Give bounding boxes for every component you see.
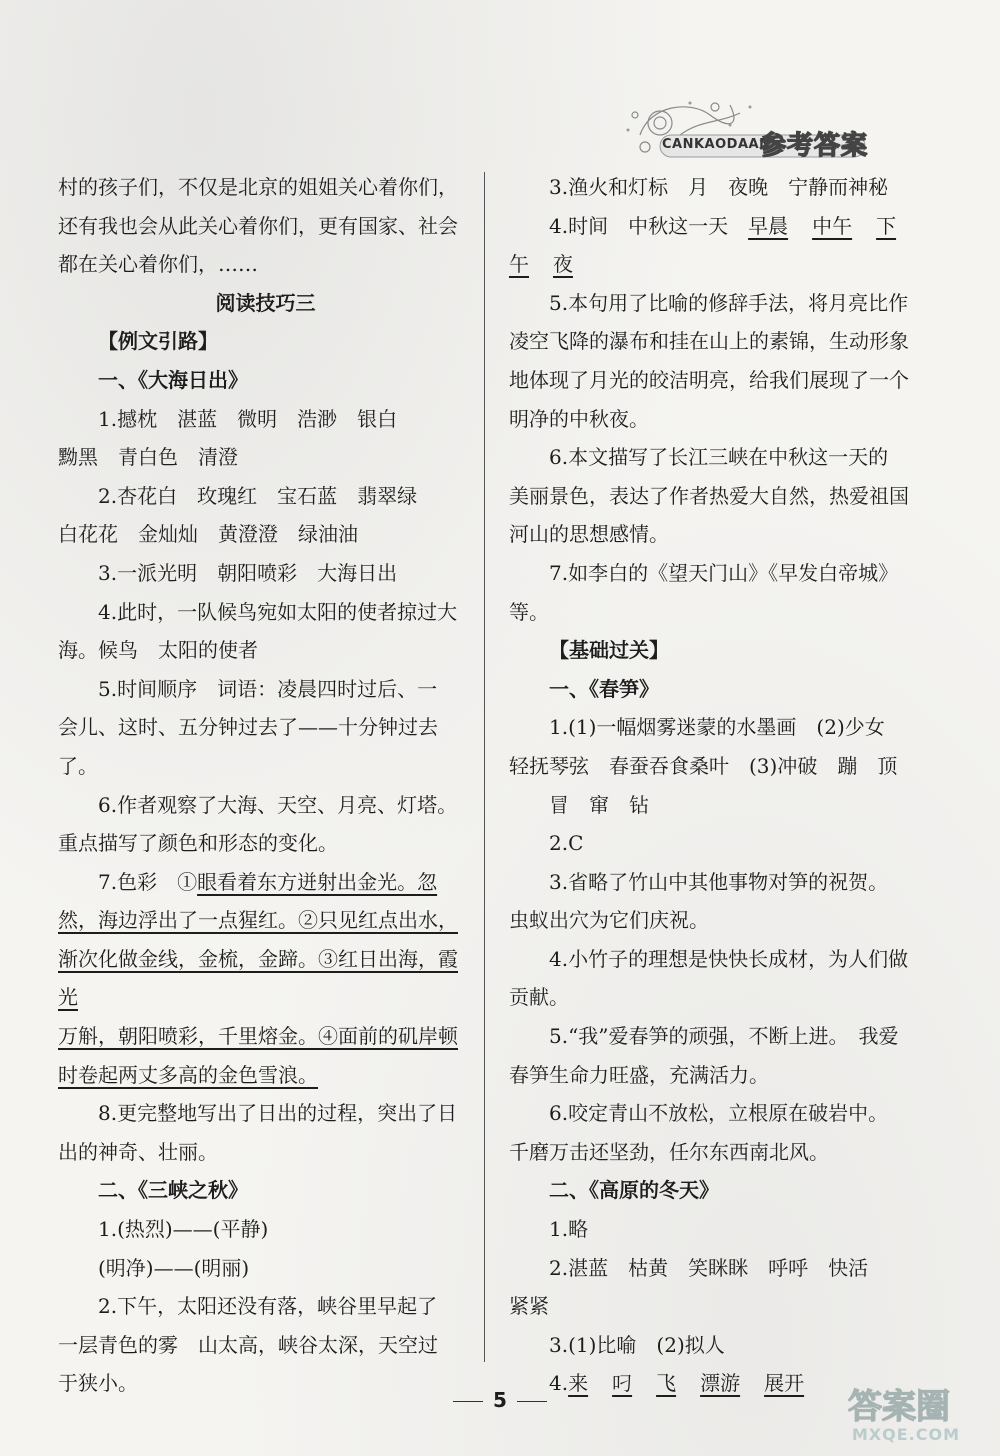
subsection-title: 一、《春笋》 bbox=[549, 676, 659, 701]
text-line: 7.如李白的《望天门山》《早发白帝城》等。 bbox=[509, 560, 899, 624]
text-line: 2.下午，太阳还没有落，峡谷里早起了 bbox=[98, 1294, 438, 1319]
subsection-title: 一、《大海日出》 bbox=[98, 367, 248, 392]
text-line: 海。候鸟 太阳的使者 bbox=[58, 638, 258, 663]
section-label: 【基础过关】 bbox=[549, 638, 669, 663]
watermark bbox=[820, 1388, 990, 1448]
text-line: 凌空飞降的瀑布和挂在山上的素锦，生动形象 bbox=[509, 329, 909, 354]
underlined-text: 午 bbox=[509, 252, 529, 277]
brand-cn-text: 参考答案 bbox=[760, 131, 869, 161]
text-line: 会儿、这时、五分钟过去了——十分钟过去 bbox=[58, 715, 438, 740]
column-divider bbox=[484, 172, 485, 1362]
left-column bbox=[58, 168, 473, 1403]
brand-latin-text: CANKAODAAN bbox=[662, 137, 771, 152]
text-line: 地体现了月光的皎洁明亮，给我们展现了一个 bbox=[509, 367, 909, 392]
underlined-text: 中午 bbox=[812, 213, 853, 238]
right-column bbox=[509, 168, 924, 1403]
text-line bbox=[58, 1056, 473, 1095]
text-line: 3.一派光明 朝阳喷彩 大海日出 bbox=[98, 560, 398, 585]
text-span: 4.时间 中秋这一天 bbox=[549, 213, 749, 238]
text-line: 出的神奇、壮丽。 bbox=[58, 1139, 218, 1164]
text-line: 2.湛蓝 枯黄 笑眯眯 呼呼 快活 bbox=[549, 1255, 869, 1280]
underlined-text: 展开 bbox=[764, 1371, 805, 1396]
underlined-text: 渐次化做金线，金梳，金蹄。③红日出海，霞光 bbox=[58, 946, 458, 1010]
text-span: 4. bbox=[549, 1371, 569, 1396]
text-line: 春笋生命力旺盛，充满活力。 bbox=[509, 1062, 769, 1087]
text-line: 还有我也会从此关心着你们，更有国家、社会 bbox=[58, 213, 458, 238]
underlined-text: 早晨 bbox=[748, 213, 789, 238]
page-number-text: 5 bbox=[493, 1388, 507, 1412]
text-line: 1.(热烈)——(平静) bbox=[98, 1217, 269, 1242]
text-line: 了。 bbox=[58, 753, 98, 778]
text-line: 6.咬定青山不放松，立根原在破岩中。 bbox=[549, 1101, 889, 1126]
underlined-text: 然，海边浮出了一点猩红。②只见红点出水， bbox=[58, 908, 458, 933]
watermark-logo-text: 答案圈 bbox=[848, 1387, 950, 1427]
text-span: 7.色彩 ① bbox=[98, 869, 198, 894]
text-line: 5.本句用了比喻的修辞手法，将月亮比作 bbox=[549, 290, 909, 315]
text-line: 2.杏花白 玫瑰红 宝石蓝 翡翠绿 bbox=[98, 483, 418, 508]
section-label: 【例文引路】 bbox=[98, 329, 218, 354]
text-line: 村的孩子们，不仅是北京的姐姐关心着你们， bbox=[58, 175, 458, 199]
section-heading: 阅读技巧三 bbox=[215, 290, 316, 315]
text-line: (明净)——(明丽) bbox=[98, 1255, 250, 1280]
text-line: 重点描写了颜色和形态的变化。 bbox=[58, 831, 338, 856]
text-line: 明净的中秋夜。 bbox=[509, 406, 649, 431]
underlined-text: 万斛，朝阳喷彩，千里熔金。④面前的矶岸顿 bbox=[58, 1024, 458, 1049]
underlined-text: 眼看着东方迸射出金光。忽 bbox=[197, 869, 438, 894]
text-line: 5.“我”爱春笋的顽强，不断上进。 我爱 bbox=[549, 1024, 899, 1049]
underlined-text: 飞 bbox=[656, 1371, 677, 1396]
text-line: 冒 窜 钻 bbox=[549, 792, 649, 817]
text-line: 2.C bbox=[549, 831, 584, 856]
text-line bbox=[509, 207, 924, 246]
underlined-text: 夜 bbox=[553, 252, 573, 277]
underlined-text: 来 bbox=[568, 1371, 589, 1396]
underlined-text: 漂游 bbox=[700, 1371, 741, 1396]
text-line: 河山的思想感情。 bbox=[509, 522, 669, 547]
underlined-text: 时卷起两丈多高的金色雪浪。 bbox=[58, 1062, 318, 1087]
text-line: 1.撼枕 湛蓝 微明 浩渺 银白 bbox=[98, 406, 398, 431]
text-line: 美丽景色，表达了作者热爱大自然，热爱祖国 bbox=[509, 483, 909, 508]
text-line: 贡献。 bbox=[509, 985, 569, 1010]
text-line: 于狭小。 bbox=[58, 1371, 138, 1396]
text-line: 白花花 金灿灿 黄澄澄 绿油油 bbox=[58, 522, 358, 547]
header-brand bbox=[620, 95, 880, 165]
text-line: 紧紧 bbox=[509, 1294, 549, 1319]
watermark-url-text: MXQE.COM bbox=[851, 1425, 960, 1444]
text-line: 3.渔火和灯标 月 夜晚 宁静而神秘 bbox=[549, 175, 889, 199]
text-line bbox=[509, 245, 924, 284]
text-line bbox=[58, 863, 473, 902]
text-line: 6.本文描写了长江三峡在中秋这一天的 bbox=[549, 445, 889, 470]
text-line: 4.小竹子的理想是快快长成材，为人们做 bbox=[549, 946, 909, 971]
text-line: 8.更完整地写出了日出的过程，突出了日 bbox=[98, 1101, 458, 1126]
underlined-text: 叼 bbox=[612, 1371, 633, 1396]
text-line: 1.略 bbox=[549, 1217, 589, 1242]
text-line: 5.时间顺序 词语：凌晨四时过后、一 bbox=[98, 676, 438, 701]
text-line: 千磨万击还坚劲，任尔东西南北风。 bbox=[509, 1139, 829, 1164]
text-line: 都在关心着你们，…… bbox=[58, 252, 258, 277]
underlined-text: 下 bbox=[876, 213, 897, 238]
text-line: 一层青色的雾 山太高，峡谷太深，天空过 bbox=[58, 1332, 438, 1357]
text-line: 4.此时，一队候鸟宛如太阳的使者掠过大 bbox=[98, 599, 458, 624]
subsection-title: 二、《高原的冬天》 bbox=[549, 1178, 719, 1203]
text-line: 轻抚琴弦 春蚕吞食桑叶 (3)冲破 蹦 顶 bbox=[509, 753, 898, 778]
text-line: 3.省略了竹山中其他事物对笋的祝贺。 bbox=[549, 869, 889, 894]
subsection-title: 二、《三峡之秋》 bbox=[98, 1178, 248, 1203]
text-line: 6.作者观察了大海、天空、月亮、灯塔。 bbox=[98, 792, 458, 817]
text-line: 1.(1)一幅烟雾迷蒙的水墨画 (2)少女 bbox=[549, 715, 885, 740]
text-line: 3.(1)比喻 (2)拟人 bbox=[549, 1332, 725, 1357]
text-line: 黝黑 青白色 清澄 bbox=[58, 445, 238, 470]
text-line: 虫蚁出穴为它们庆祝。 bbox=[509, 908, 709, 933]
